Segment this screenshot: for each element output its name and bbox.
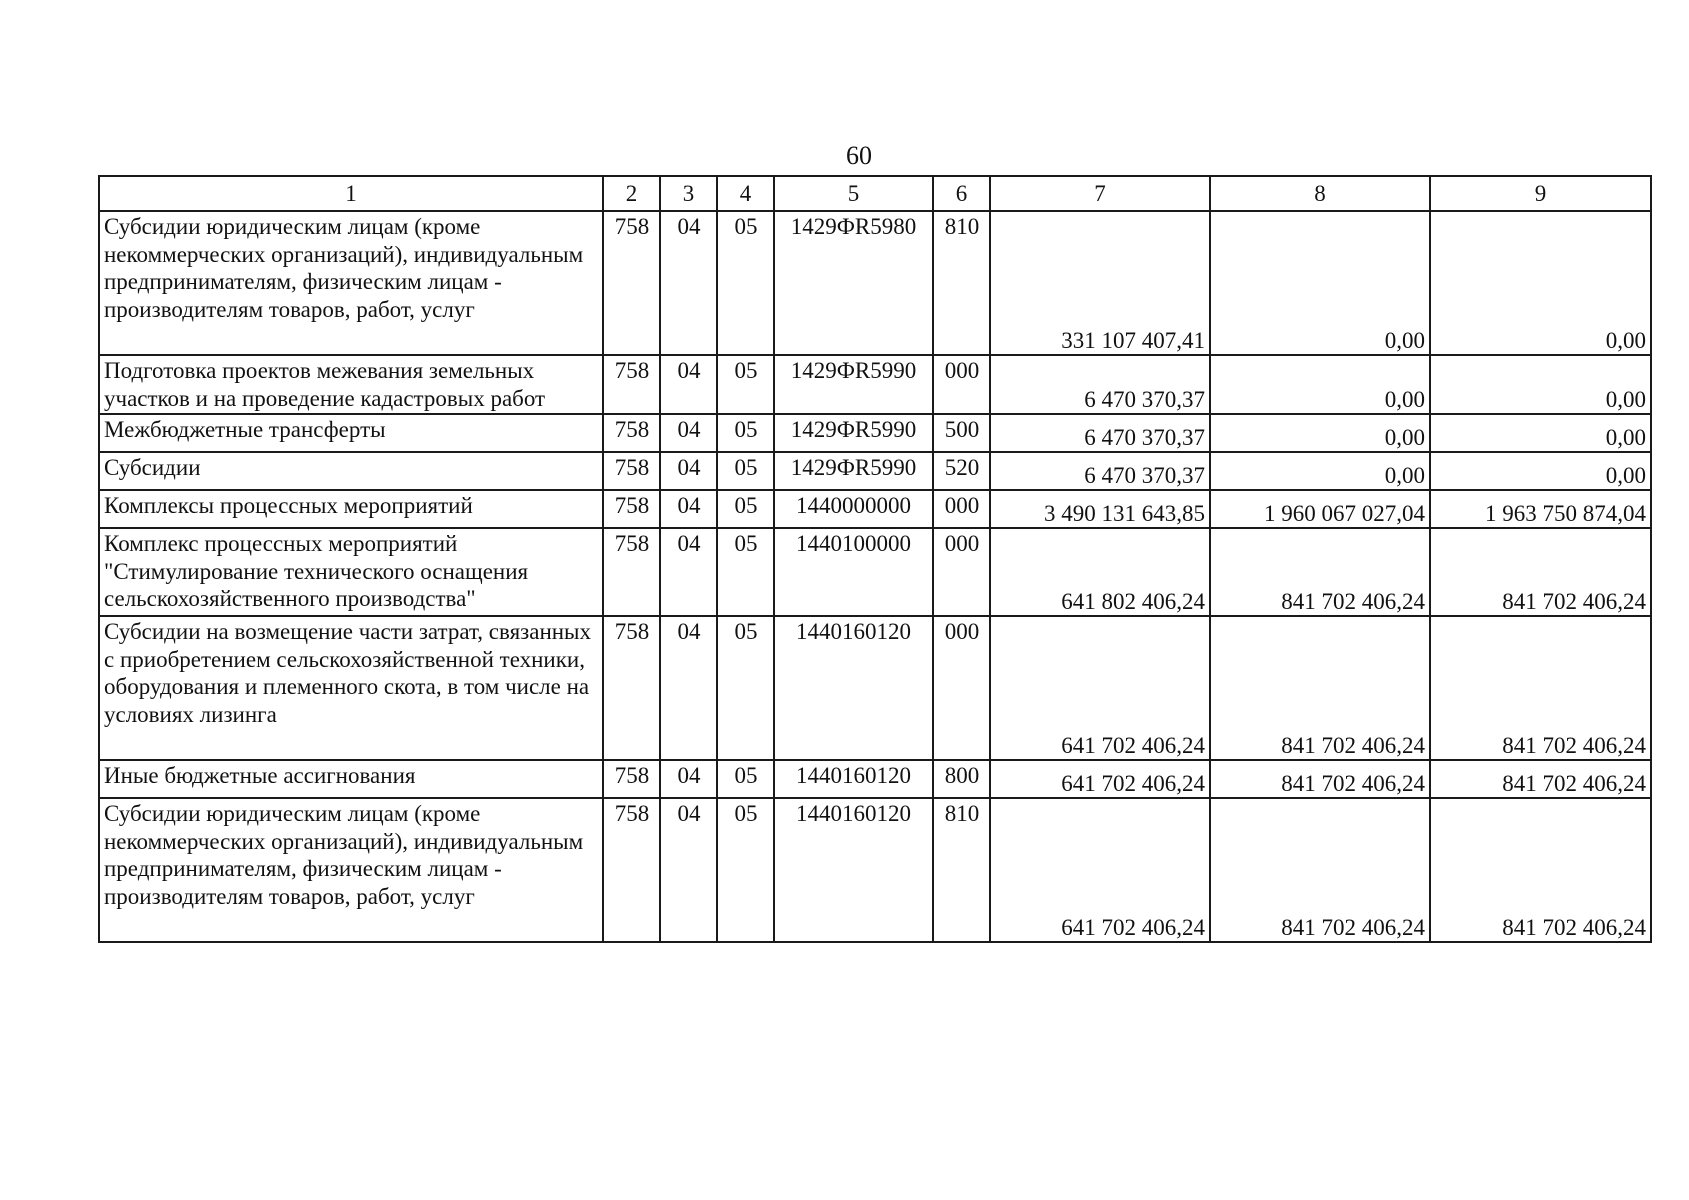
cell-c9: 841 702 406,24 (1430, 528, 1651, 616)
cell-c4: 05 (717, 760, 774, 798)
column-header: 9 (1430, 176, 1651, 211)
cell-c2: 758 (603, 616, 660, 760)
table-row (99, 452, 1651, 490)
cell-c6: 810 (933, 798, 990, 942)
table-header-row (99, 176, 1651, 211)
cell-c9: 0,00 (1430, 211, 1651, 355)
cell-c8: 841 702 406,24 (1210, 528, 1430, 616)
cell-c2: 758 (603, 760, 660, 798)
cell-c4: 05 (717, 355, 774, 414)
cell-c3: 04 (660, 528, 717, 616)
cell-c7: 641 802 406,24 (990, 528, 1210, 616)
row-name: Субсидии (99, 452, 603, 490)
cell-c8: 841 702 406,24 (1210, 760, 1430, 798)
row-name: Подготовка проектов межевания земельных участков и на проведение кадастровых работ (99, 355, 603, 414)
cell-c3: 04 (660, 490, 717, 528)
cell-c9: 1 963 750 874,04 (1430, 490, 1651, 528)
cell-c4: 05 (717, 452, 774, 490)
cell-c5: 1440100000 (774, 528, 933, 616)
cell-c2: 758 (603, 528, 660, 616)
row-name: Комплексы процессных мероприятий (99, 490, 603, 528)
cell-c9: 0,00 (1430, 355, 1651, 414)
cell-c5: 1429ФR5980 (774, 211, 933, 355)
cell-c4: 05 (717, 616, 774, 760)
cell-c8: 0,00 (1210, 414, 1430, 452)
cell-c5: 1440160120 (774, 616, 933, 760)
table-row (99, 414, 1651, 452)
cell-c2: 758 (603, 798, 660, 942)
cell-c5: 1429ФR5990 (774, 355, 933, 414)
row-name: Межбюджетные трансферты (99, 414, 603, 452)
column-header: 6 (933, 176, 990, 211)
cell-c9: 841 702 406,24 (1430, 760, 1651, 798)
cell-c3: 04 (660, 211, 717, 355)
table-row (99, 490, 1651, 528)
cell-c3: 04 (660, 798, 717, 942)
cell-c6: 000 (933, 616, 990, 760)
row-name: Комплекс процессных мероприятий "Стимулирование технического оснащения сельскохозяйственного производства" (99, 528, 603, 616)
cell-c4: 05 (717, 798, 774, 942)
column-header: 4 (717, 176, 774, 211)
cell-c4: 05 (717, 211, 774, 355)
row-name: Иные бюджетные ассигнования (99, 760, 603, 798)
cell-c4: 05 (717, 528, 774, 616)
cell-c7: 331 107 407,41 (990, 211, 1210, 355)
column-header: 8 (1210, 176, 1430, 211)
cell-c2: 758 (603, 490, 660, 528)
table-row (99, 798, 1651, 942)
table-row (99, 211, 1651, 355)
cell-c3: 04 (660, 452, 717, 490)
cell-c9: 0,00 (1430, 414, 1651, 452)
cell-c2: 758 (603, 355, 660, 414)
cell-c8: 0,00 (1210, 211, 1430, 355)
cell-c2: 758 (603, 452, 660, 490)
cell-c7: 6 470 370,37 (990, 355, 1210, 414)
cell-c4: 05 (717, 490, 774, 528)
cell-c8: 841 702 406,24 (1210, 616, 1430, 760)
cell-c6: 000 (933, 355, 990, 414)
cell-c3: 04 (660, 414, 717, 452)
column-header: 1 (99, 176, 603, 211)
cell-c6: 000 (933, 490, 990, 528)
cell-c3: 04 (660, 616, 717, 760)
cell-c6: 800 (933, 760, 990, 798)
cell-c9: 841 702 406,24 (1430, 616, 1651, 760)
column-header: 3 (660, 176, 717, 211)
cell-c3: 04 (660, 760, 717, 798)
cell-c4: 05 (717, 414, 774, 452)
cell-c9: 841 702 406,24 (1430, 798, 1651, 942)
column-header: 2 (603, 176, 660, 211)
column-header: 7 (990, 176, 1210, 211)
cell-c7: 6 470 370,37 (990, 414, 1210, 452)
table-row (99, 528, 1651, 616)
cell-c7: 641 702 406,24 (990, 798, 1210, 942)
cell-c6: 520 (933, 452, 990, 490)
budget-table (98, 175, 1652, 943)
row-name: Субсидии юридическим лицам (кроме некоммерческих организаций), индивидуальным предпринимателям, физическим лицам - производителям товаров, работ, услуг (99, 211, 603, 355)
cell-c7: 6 470 370,37 (990, 452, 1210, 490)
cell-c3: 04 (660, 355, 717, 414)
row-name: Субсидии на возмещение части затрат, связанных с приобретением сельскохозяйственной техники, оборудования и племенного скота, в том числе на условиях лизинга (99, 616, 603, 760)
cell-c5: 1440000000 (774, 490, 933, 528)
cell-c6: 810 (933, 211, 990, 355)
column-header: 5 (774, 176, 933, 211)
cell-c2: 758 (603, 211, 660, 355)
cell-c5: 1429ФR5990 (774, 452, 933, 490)
cell-c8: 0,00 (1210, 355, 1430, 414)
table-row (99, 760, 1651, 798)
cell-c9: 0,00 (1430, 452, 1651, 490)
cell-c7: 641 702 406,24 (990, 616, 1210, 760)
cell-c2: 758 (603, 414, 660, 452)
cell-c7: 3 490 131 643,85 (990, 490, 1210, 528)
row-name: Субсидии юридическим лицам (кроме некоммерческих организаций), индивидуальным предпринимателям, физическим лицам - производителям товаров, работ, услуг (99, 798, 603, 942)
page-number: 60 (846, 141, 872, 170)
table-row (99, 355, 1651, 414)
cell-c8: 0,00 (1210, 452, 1430, 490)
cell-c6: 500 (933, 414, 990, 452)
cell-c7: 641 702 406,24 (990, 760, 1210, 798)
cell-c5: 1440160120 (774, 798, 933, 942)
cell-c8: 1 960 067 027,04 (1210, 490, 1430, 528)
cell-c8: 841 702 406,24 (1210, 798, 1430, 942)
cell-c6: 000 (933, 528, 990, 616)
cell-c5: 1440160120 (774, 760, 933, 798)
table-row (99, 616, 1651, 760)
cell-c5: 1429ФR5990 (774, 414, 933, 452)
